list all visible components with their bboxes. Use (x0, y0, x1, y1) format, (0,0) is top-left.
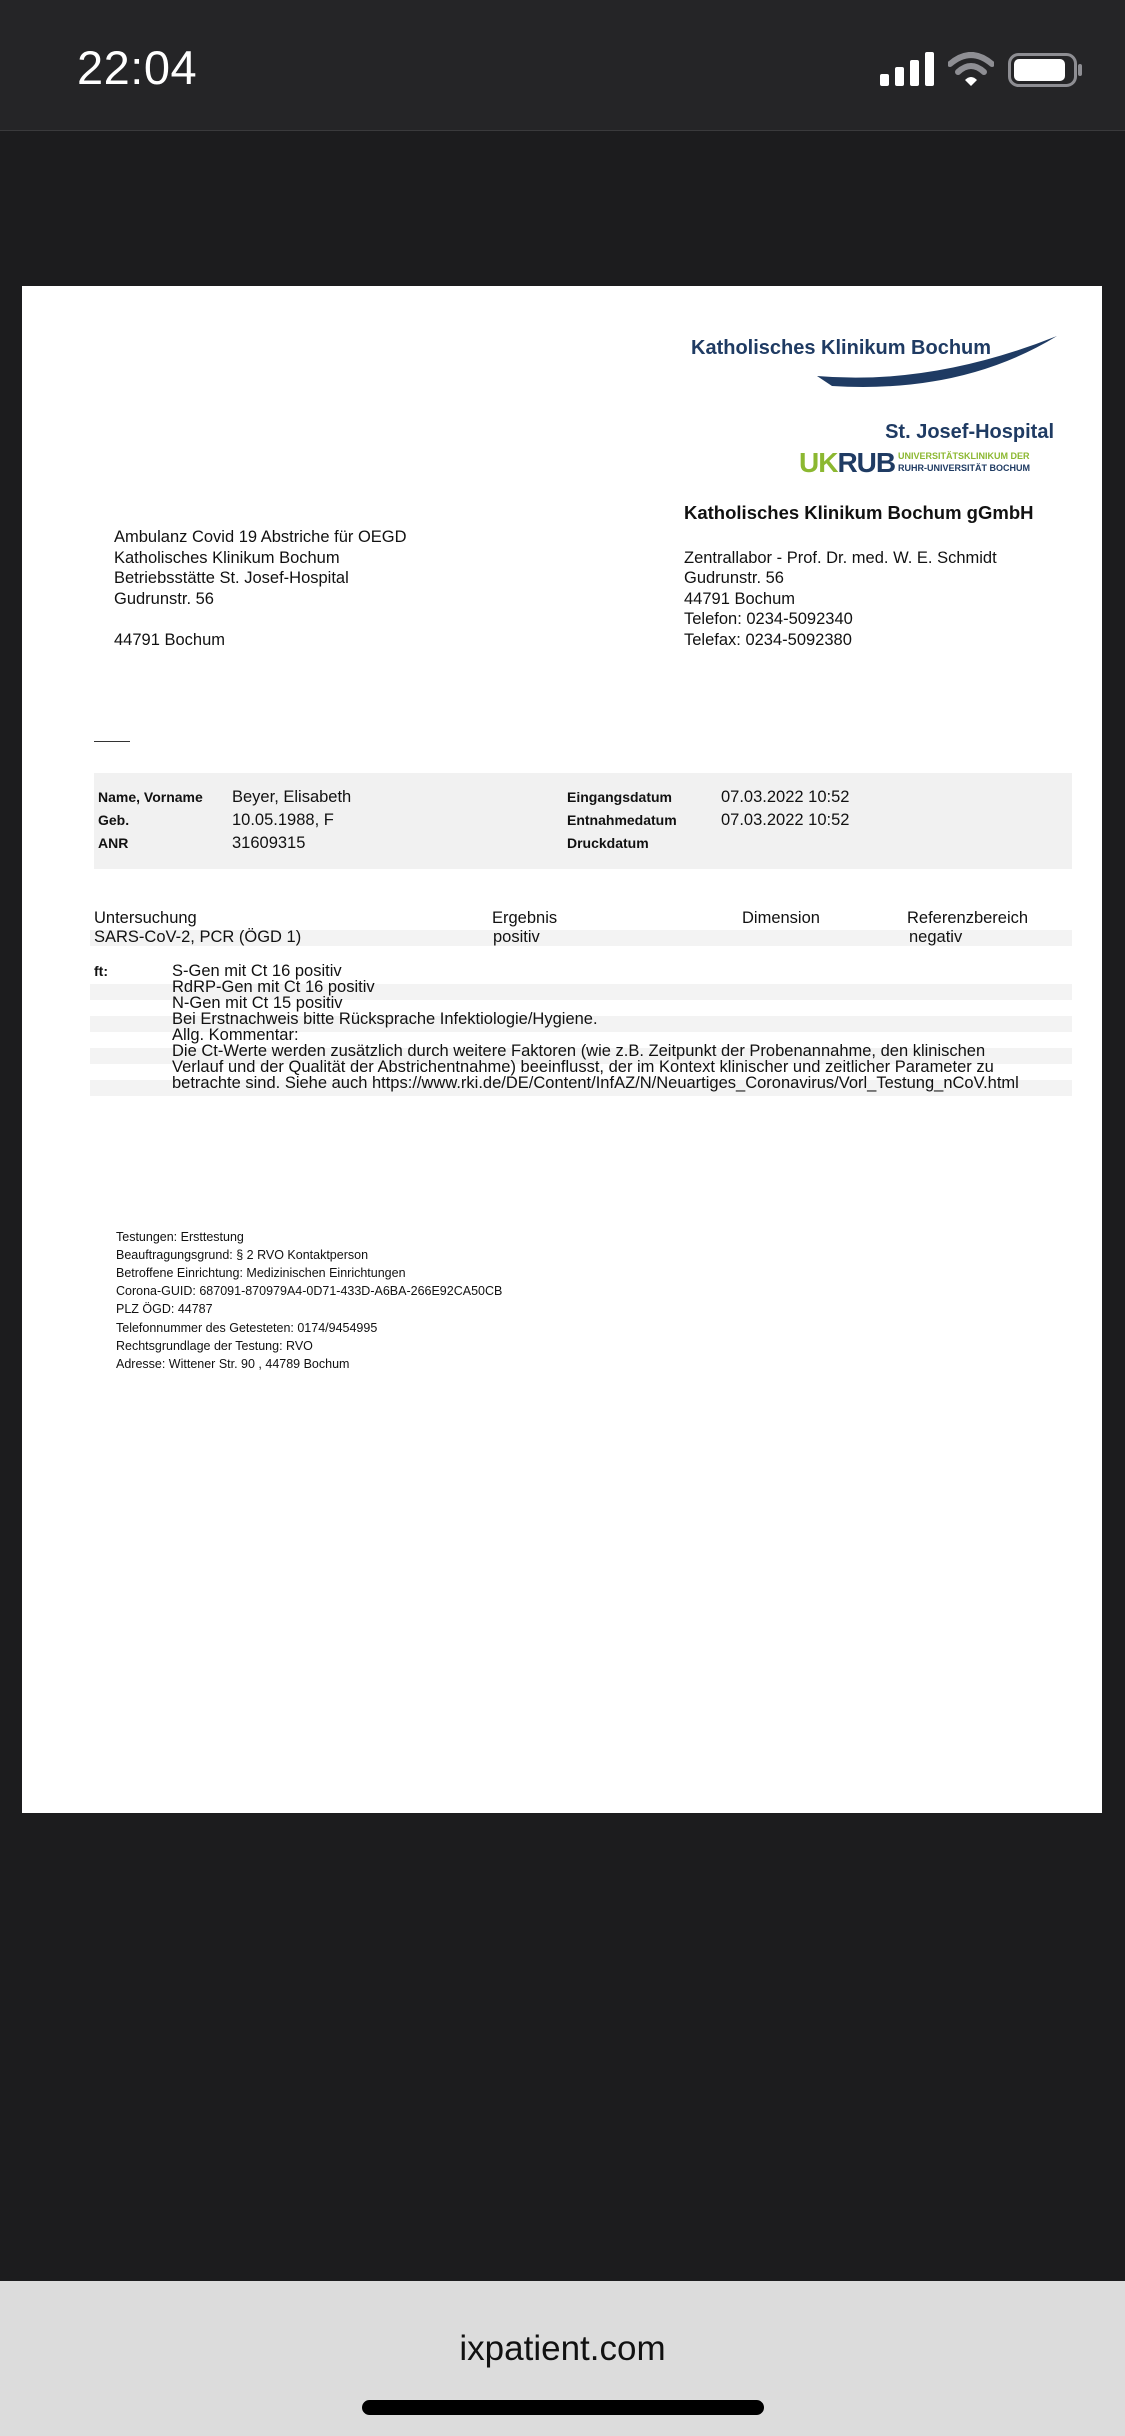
comment-line: Die Ct-Werte werden zusätzlich durch weitere Faktoren (wie z.B. Zeitpunkt der Probenannahme, den klinischen (172, 1042, 986, 1060)
patient-birth-value: 10.05.1988, F (232, 811, 334, 829)
logo-university-line2: RUHR-UNIVERSITÄT BOCHUM (898, 463, 1030, 473)
comment-line: RdRP-Gen mit Ct 16 positiv (172, 978, 375, 996)
footer-line: Rechtsgrundlage der Testung: RVO (116, 1339, 313, 1353)
comment-line: S-Gen mit Ct 16 positiv (172, 962, 342, 980)
patient-birth-label: Geb. (98, 812, 130, 828)
browser-bottom-bar (0, 2281, 1125, 2436)
logo-title: Katholisches Klinikum Bochum (691, 337, 992, 359)
patient-name-label: Name, Vorname (98, 789, 203, 805)
sampled-value: 07.03.2022 10:52 (721, 811, 850, 829)
comment-line: N-Gen mit Ct 15 positiv (172, 994, 343, 1012)
footer-line: Betroffene Einrichtung: Medizinischen Einrichtungen (116, 1266, 406, 1280)
clinic-name: Katholisches Klinikum Bochum gGmbH (684, 502, 1034, 523)
col-header-test: Untersuchung (94, 909, 197, 927)
url-bar[interactable]: ixpatient.com (459, 2329, 666, 2368)
clock: 22:04 (77, 41, 198, 94)
sampled-label: Entnahmedatum (567, 812, 677, 828)
comment-line: Bei Erstnachweis bitte Rücksprache Infektiologie/Hygiene. (172, 1010, 598, 1028)
footer-line: Testungen: Ersttestung (116, 1230, 244, 1244)
wifi-icon (948, 52, 994, 88)
logo-uk: UK (799, 447, 838, 478)
col-header-dimension: Dimension (742, 909, 820, 927)
lab-report-page (22, 286, 1102, 1813)
cellular-signal-icon (880, 52, 934, 86)
result-test-name: SARS-CoV-2, PCR (ÖGD 1) (94, 928, 302, 946)
col-header-reference: Referenzbereich (907, 909, 1029, 927)
recipient-line: Gudrunstr. 56 (114, 590, 214, 608)
recipient-line: Katholisches Klinikum Bochum (114, 549, 340, 567)
patient-anr-label: ANR (98, 835, 129, 851)
recipient-line: Ambulanz Covid 19 Abstriche für OEGD (114, 528, 407, 546)
footer-line: Beauftragungsgrund: § 2 RVO Kontaktperson (116, 1248, 369, 1262)
logo-rub: RUB (837, 447, 896, 478)
divider (94, 741, 130, 742)
logo-ukrub (799, 447, 895, 479)
sender-line: Gudrunstr. 56 (684, 569, 784, 587)
printed-label: Druckdatum (567, 835, 649, 851)
comment-line: betrachte sind. Siehe auch https://www.rki.de/DE/Content/InfAZ/N/Neuartiges_Coronavirus/Vorl_Testung_nCoV.html (172, 1074, 1019, 1092)
result-reference: negativ (909, 928, 963, 946)
footer-line: Corona-GUID: 687091-870979A4-0D71-433D-A6BA-266E92CA50CB (116, 1284, 503, 1298)
received-value: 07.03.2022 10:52 (721, 788, 850, 806)
comment-line: Verlauf und der Qualität der Abstrichentnahme) beeinflusst, der im Kontext klinischer und zeitlicher Parameter zu (172, 1058, 994, 1076)
sender-line: Telefon: 0234-5092340 (684, 610, 853, 628)
sender-line: 44791 Bochum (684, 590, 795, 608)
comment-label: ft: (94, 963, 108, 979)
footer-line: Adresse: Wittener Str. 90 , 44789 Bochum (116, 1357, 350, 1371)
footer-line: Telefonnummer des Getesteten: 0174/9454995 (116, 1321, 378, 1335)
logo-swoosh-icon (812, 336, 1072, 406)
received-label: Eingangsdatum (567, 789, 673, 805)
sender-line: Telefax: 0234-5092380 (684, 631, 852, 649)
logo-university-line1: UNIVERSITÄTSKLINIKUM DER (898, 451, 1030, 461)
status-bar (0, 0, 1125, 131)
recipient-line: 44791 Bochum (114, 631, 225, 649)
recipient-line: Betriebsstätte St. Josef-Hospital (114, 569, 349, 587)
battery-icon (1008, 53, 1084, 87)
logo-hospital-name: St. Josef-Hospital (885, 421, 1054, 443)
result-value: positiv (493, 928, 540, 946)
home-indicator[interactable] (362, 2400, 764, 2415)
patient-name-value: Beyer, Elisabeth (232, 788, 352, 806)
col-header-result: Ergebnis (492, 909, 558, 927)
patient-anr-value: 31609315 (232, 834, 306, 852)
comment-line: Allg. Kommentar: (172, 1026, 299, 1044)
footer-line: PLZ ÖGD: 44787 (116, 1302, 213, 1316)
sender-line: Zentrallabor - Prof. Dr. med. W. E. Schmidt (684, 549, 997, 567)
